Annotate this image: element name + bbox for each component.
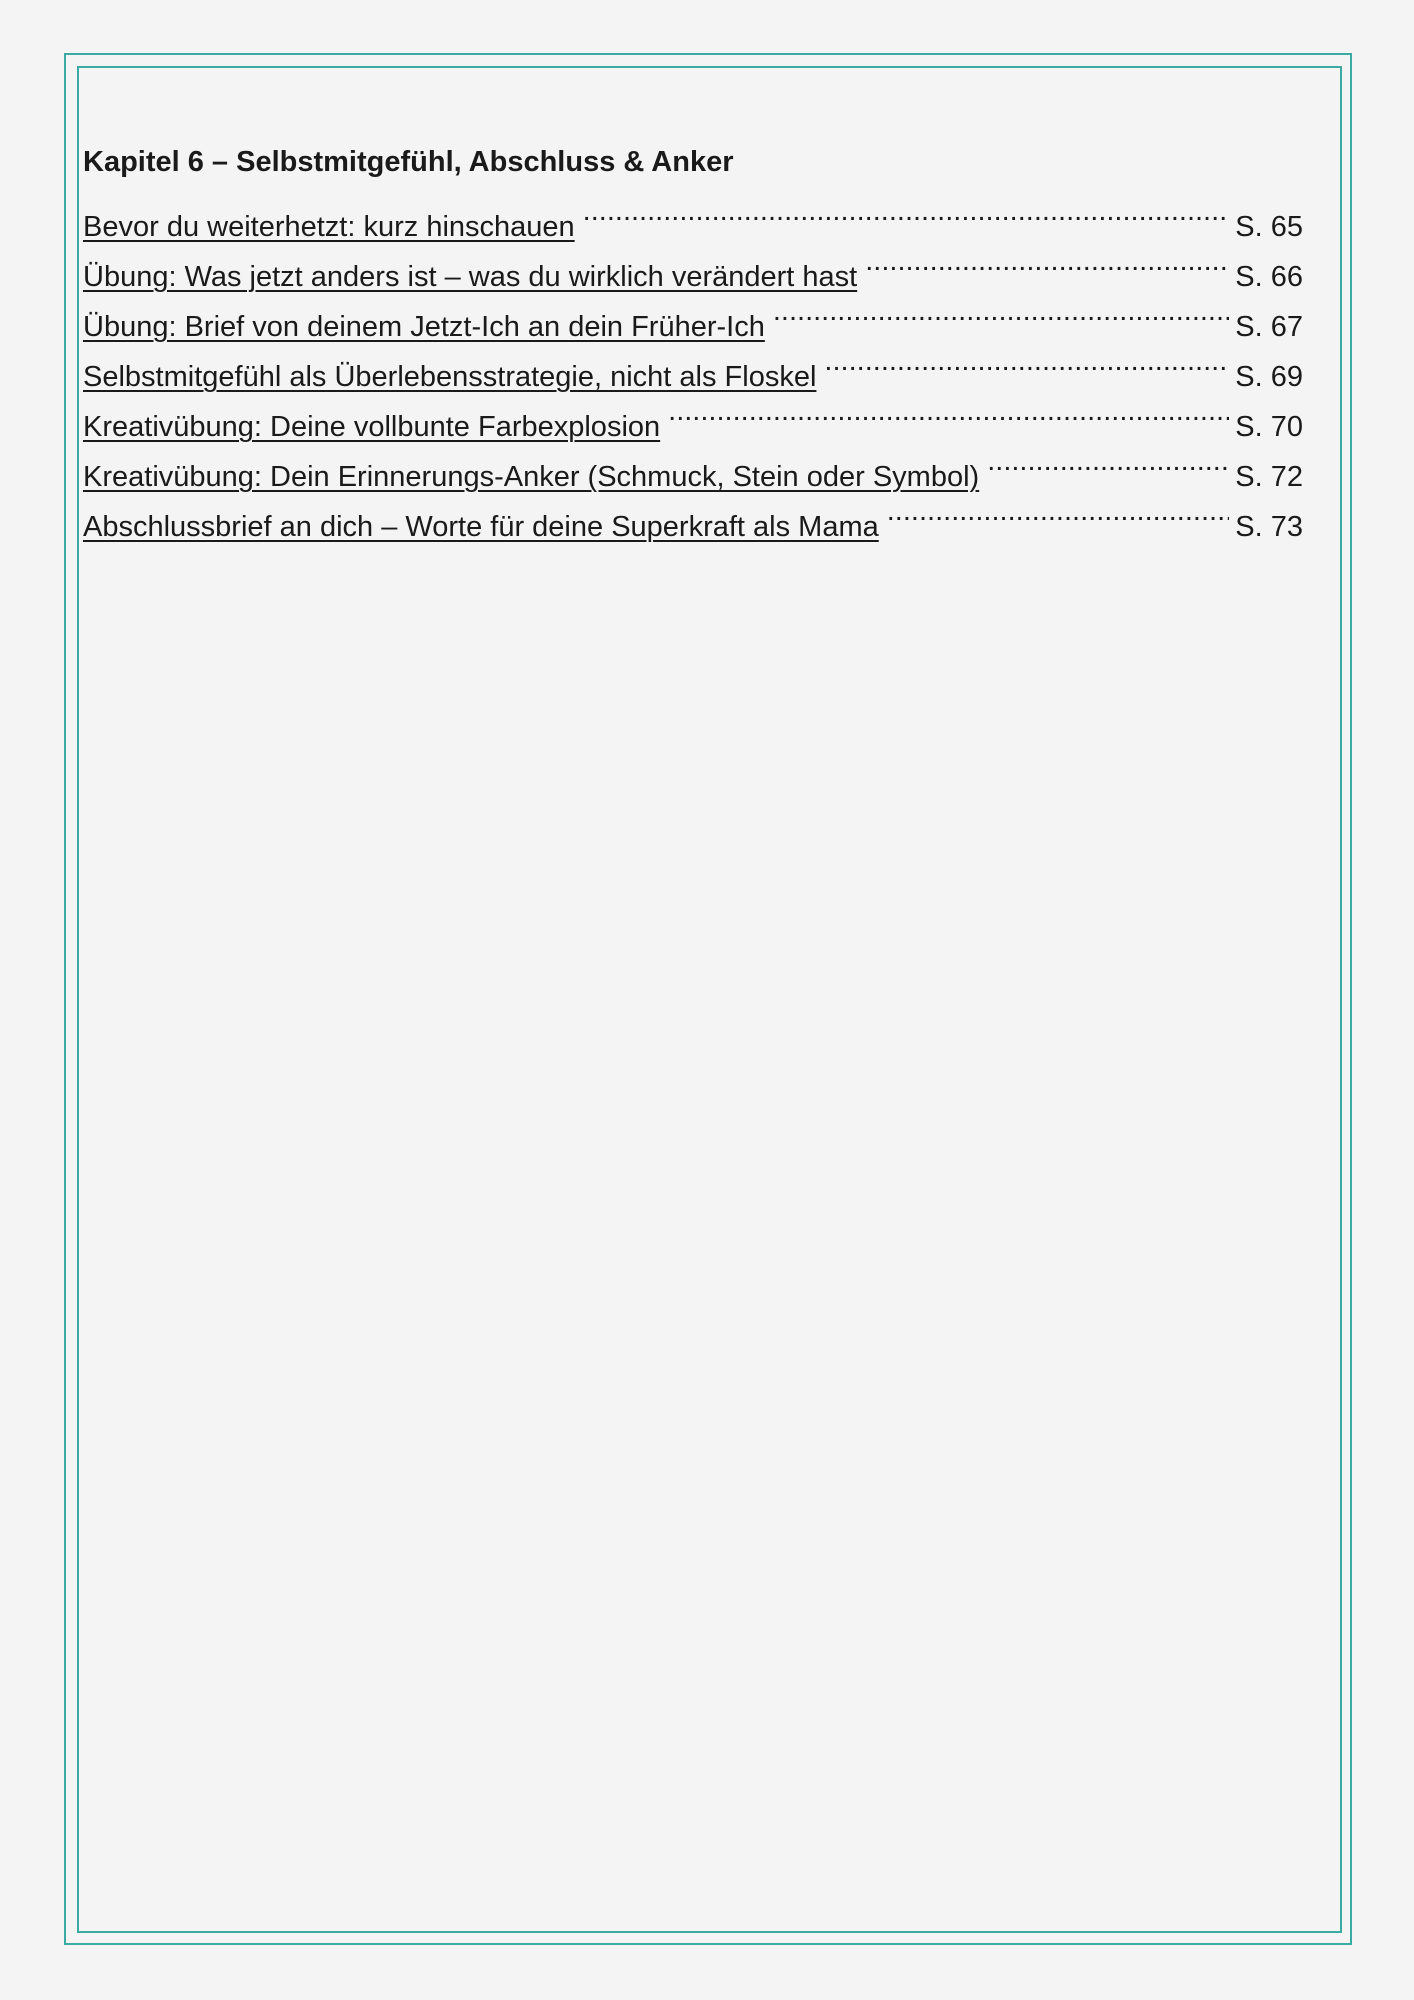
toc-entry-page: S. 69 (1235, 361, 1303, 393)
dot-leader (773, 286, 1229, 336)
toc-entry-title[interactable]: Übung: Was jetzt anders ist – was du wirklich verändert hast (83, 261, 858, 293)
toc-entry-title[interactable]: Kreativübung: Deine vollbunte Farbexplosion (83, 411, 661, 443)
toc-entry-page: S. 72 (1235, 461, 1303, 493)
toc-entry-title[interactable]: Selbstmitgefühl als Überlebensstrategie, nicht als Floskel (83, 361, 817, 393)
toc-entry-title[interactable]: Bevor du weiterhetzt: kurz hinschauen (83, 211, 575, 243)
dot-leader (887, 486, 1230, 536)
dot-leader (583, 186, 1230, 236)
dot-leader (987, 436, 1229, 486)
table-of-contents (83, 138, 1303, 543)
toc-entry-page: S. 70 (1235, 411, 1303, 443)
toc-entry-page: S. 67 (1235, 311, 1303, 343)
dot-leader (865, 236, 1229, 286)
toc-entry-title[interactable]: Übung: Brief von deinem Jetzt-Ich an dein Früher-Ich (83, 311, 765, 343)
toc-entry-page: S. 66 (1235, 261, 1303, 293)
toc-entry[interactable] (83, 186, 1303, 243)
toc-entry-page: S. 73 (1235, 511, 1303, 543)
dot-leader (824, 336, 1229, 386)
toc-entry-page: S. 65 (1235, 211, 1303, 243)
toc-entry-title[interactable]: Abschlussbrief an dich – Worte für deine Superkraft als Mama (83, 511, 879, 543)
dot-leader (668, 386, 1229, 436)
toc-entry-title[interactable]: Kreativübung: Dein Erinnerungs-Anker (Schmuck, Stein oder Symbol) (83, 461, 980, 493)
chapter-title: Kapitel 6 – Selbstmitgefühl, Abschluss & Anker (83, 146, 734, 178)
